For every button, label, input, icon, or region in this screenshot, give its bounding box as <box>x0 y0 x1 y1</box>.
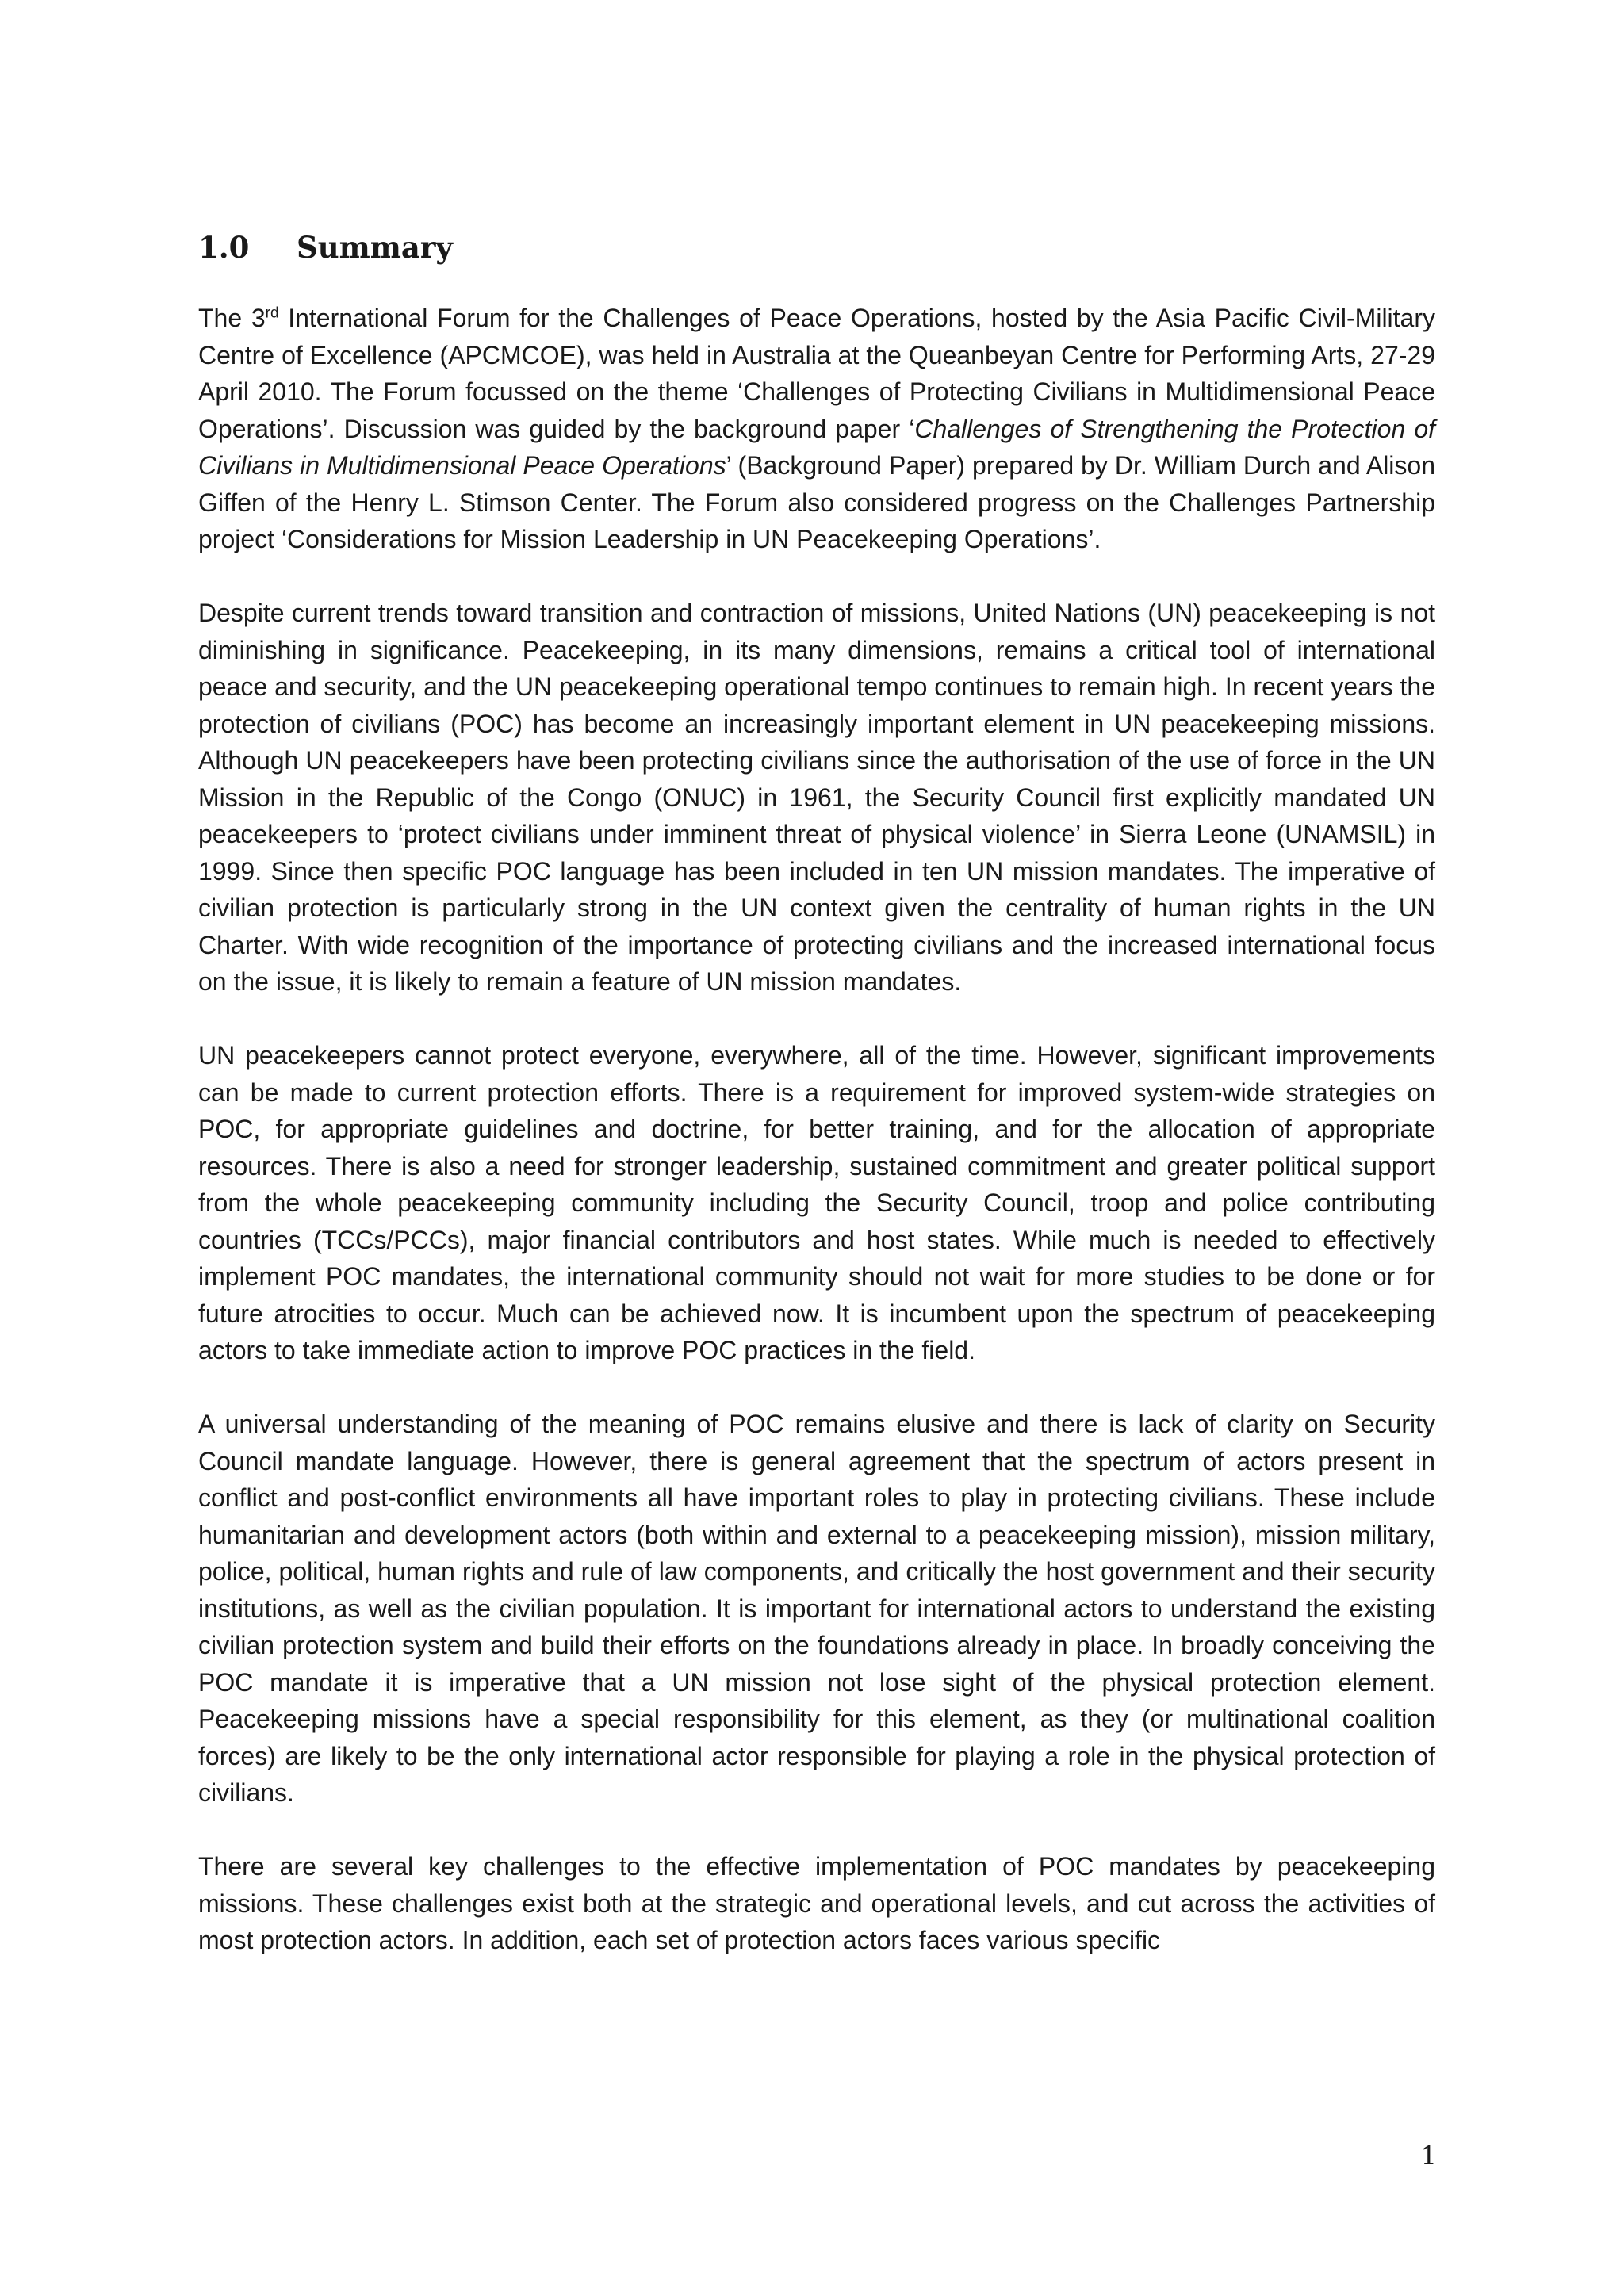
section-heading <box>198 230 1435 265</box>
ordinal-superscript: rd <box>265 304 279 322</box>
page-number: 1 <box>1420 2141 1437 2171</box>
section-number: 1.0 <box>198 230 250 265</box>
intro-text-3: ’ (Background Paper) prepared by Dr. William Durch and Alison Giffen of the Henry L. Stimson Center. The Forum also considered progress on the Challenges Partnership project ‘Considerations for Mission Leadership in UN Peacekeeping Operations’. <box>198 451 1436 553</box>
background-paper-title: Challenges of Strengthening the Protection of Civilians in Multidimensional Peace Operations <box>198 414 1436 480</box>
intro-text-2: International Forum for the Challenges of Peace Operations, hosted by the Asia Pacific Civil-Military Centre of Excellence (APCMCOE), was held in Australia at the Queanbeyan Centre for Performing Arts, 27-29 April 2010. The Forum focussed on the theme ‘Challenges of Protecting Civilians in Multidimensional Peace Operations’. Discussion was guided by the background paper ‘ <box>198 304 1436 443</box>
section-title: Summary <box>297 230 453 265</box>
intro-text-1: The 3 <box>198 304 266 332</box>
paragraph-peacekeeping-trends: Despite current trends toward transition and contraction of missions, United Nations (UN) peacekeeping is not diminishing in significance. Peacekeeping, in its many dimensions, remains a critical tool of international peace and security, and the UN peacekeeping operational tempo continues to remain high. In recent years the protection of civilians (POC) has become an increasingly important element in UN peacekeeping missions. Although UN peacekeepers have been protecting civilians since the authorisation of the use of force in the UN Mission in the Republic of the Congo (ONUC) in 1961, the Security Council first explicitly mandated UN peacekeepers to ‘protect civilians under imminent threat of physical violence’ in Sierra Leone (UNAMSIL) in 1999. Since then specific POC language has been included in ten UN mission mandates. The imperative of civilian protection is particularly strong in the UN context given the centrality of human rights in the UN Charter. With wide recognition of the importance of protecting civilians and the increased international focus on the issue, it is likely to remain a feature of UN mission mandates. <box>198 599 1435 996</box>
paragraph-key-challenges: There are several key challenges to the effective implementation of POC mandates by peacekeeping missions. These challenges exist both at the strategic and operational levels, and cut across the activities of most protection actors. In addition, each set of protection actors faces various specific <box>198 1852 1435 1954</box>
paragraph-intro <box>198 300 1435 558</box>
paragraph-poc-understanding: A universal understanding of the meaning of POC remains elusive and there is lack of clarity on Security Council mandate language. However, there is general agreement that the spectrum of actors present in conflict and post-conflict environments all have important roles to play in protecting civilians. These include humanitarian and development actors (both within and external to a peacekeeping mission), mission military, police, political, human rights and rule of law components, and critically the host government and their security institutions, as well as the civilian population. It is important for international actors to understand the existing civilian protection system and build their efforts on the foundations already in place. In broadly conceiving the POC mandate it is imperative that a UN mission not lose sight of the physical protection element. Peacekeeping missions have a special responsibility for this element, as they (or multinational coalition forces) are likely to be the only international actor responsible for playing a role in the physical protection of civilians. <box>198 1410 1435 1807</box>
document-page <box>198 230 1435 1996</box>
paragraph-protection-improvements: UN peacekeepers cannot protect everyone, everywhere, all of the time. However, significant improvements can be made to current protection efforts. There is a requirement for improved system-wide strategies on POC, for appropriate guidelines and doctrine, for better training, and for the allocation of appropriate resources. There is also a need for stronger leadership, sustained commitment and greater political support from the whole peacekeeping community including the Security Council, troop and police contributing countries (TCCs/PCCs), major financial contributors and host states. While much is needed to effectively implement POC mandates, the international community should not wait for more studies to be done or for future atrocities to occur. Much can be achieved now. It is incumbent upon the spectrum of peacekeeping actors to take immediate action to improve POC practices in the field. <box>198 1041 1435 1364</box>
